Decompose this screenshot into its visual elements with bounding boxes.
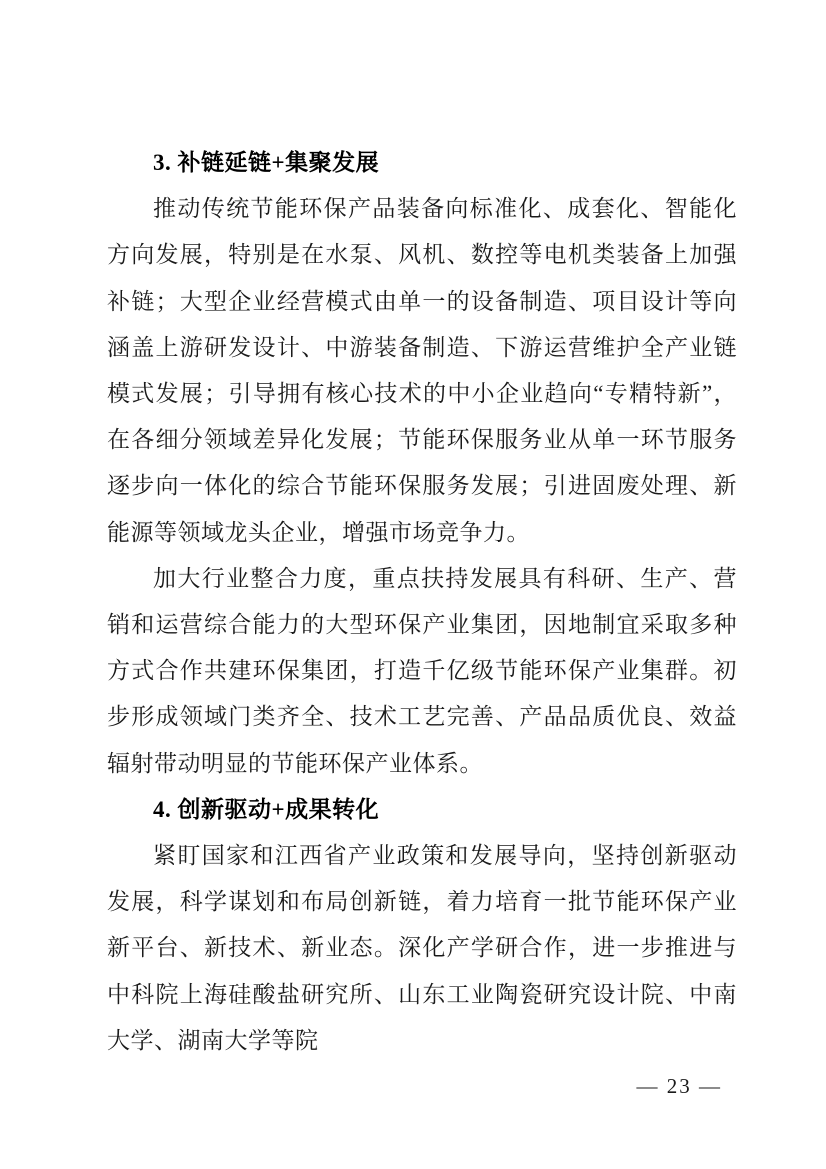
section-heading-3: 3. 补链延链+集聚发展 [153, 150, 380, 175]
document-content [107, 140, 737, 1064]
paragraph-2: 加大行业整合力度，重点扶持发展具有科研、生产、营销和运营综合能力的大型环保产业集团，因地制宜采取多种方式合作共建环保集团，打造千亿级节能环保产业集群。初步形成领域门类齐全、技术工艺完善、产品品质优良、效益辐射带动明显的节能环保产业体系。 [107, 565, 737, 776]
paragraph-1: 推动传统节能环保产品装备向标准化、成套化、智能化方向发展，特别是在水泵、风机、数控等电机类装备上加强补链；大型企业经营模式由单一的设备制造、项目设计等向涵盖上游研发设计、中游装备制造、下游运营维护全产业链模式发展；引导拥有核心技术的中小企业趋向“专精特新”，在各细分领域差异化发展；节能环保服务业从单一环节服务逐步向一体化的综合节能环保服务发展；引进固废处理、新能源等领域龙头企业，增强市场竞争力。 [107, 196, 737, 545]
page-number: — 23 — [636, 1074, 722, 1098]
section-heading-4: 4. 创新驱动+成果转化 [153, 796, 380, 822]
paragraph-3: 紧盯国家和江西省产业政策和发展导向，坚持创新驱动发展，科学谋划和布局创新链，着力培育一批节能环保产业新平台、新技术、新业态。深化产学研合作，进一步推进与中科院上海硅酸盐研究所、山东工业陶瓷研究设计院、中南大学、湖南大学等院 [107, 843, 737, 1053]
